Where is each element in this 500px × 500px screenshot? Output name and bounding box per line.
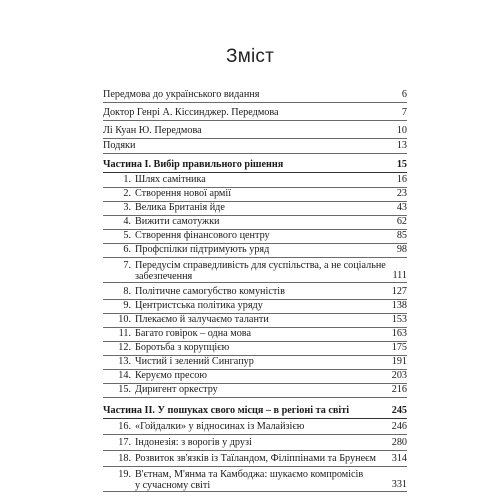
toc-chapter-title: 18. Розвиток зв'язків із Таїландом, Філіппінами та Брунеєм: [118, 453, 376, 464]
toc-entry[interactable]: [103, 124, 407, 139]
toc-part-page: 15: [396, 159, 407, 170]
toc-chapter[interactable]: [103, 468, 407, 492]
table-of-contents: [103, 0, 407, 500]
toc-chapter-page: 153: [391, 314, 407, 325]
toc-chapter-page: 331: [391, 479, 407, 490]
toc-chapter-title: 13. Чистий і зелений Сингапур: [118, 356, 254, 367]
toc-chapter-title: 15. Диригент оркестру: [118, 384, 218, 395]
toc-chapter[interactable]: [103, 341, 407, 356]
toc-chapter[interactable]: [103, 173, 407, 188]
toc-chapter[interactable]: [103, 313, 407, 328]
toc-chapter-page: 163: [391, 328, 407, 339]
toc-chapter[interactable]: [103, 420, 407, 435]
toc-chapter[interactable]: [103, 215, 407, 230]
toc-chapter-page: 23: [396, 188, 407, 199]
toc-chapter-page: 175: [391, 342, 407, 353]
toc-chapter-page: 191: [391, 356, 407, 367]
toc-chapter-page: 203: [391, 370, 407, 381]
toc-chapter[interactable]: [103, 327, 407, 342]
toc-chapter[interactable]: [103, 187, 407, 202]
toc-chapter-title: 2. Створення нової армії: [123, 188, 232, 199]
toc-entry-page: 6: [401, 89, 407, 100]
toc-chapter-title: 7. Передусім справедливість для суспільства, а не соціальне забезпечення: [123, 260, 386, 282]
toc-chapter-title: 10. Плекаємо й залучаємо таланти: [118, 314, 269, 325]
toc-chapter-page: 62: [396, 216, 407, 227]
toc-chapter[interactable]: [103, 436, 407, 451]
toc-chapter[interactable]: [103, 201, 407, 216]
toc-entry[interactable]: [103, 139, 407, 154]
toc-chapter[interactable]: [103, 369, 407, 384]
toc-chapter-title: 4. Вижити самотужки: [123, 216, 220, 227]
toc-chapter[interactable]: [103, 299, 407, 314]
toc-chapter-page: 111: [392, 270, 407, 281]
toc-chapter[interactable]: [103, 452, 407, 467]
toc-chapter-page: 43: [396, 202, 407, 213]
toc-chapter[interactable]: [103, 285, 407, 300]
toc-chapter-title: 6. Профспілки підтримують уряд: [123, 244, 270, 255]
toc-chapter-title: 12. Боротьба з корупцією: [118, 342, 230, 353]
toc-chapter[interactable]: [103, 243, 407, 258]
toc-chapter-page: 16: [396, 174, 407, 185]
toc-chapter-page: 246: [391, 421, 407, 432]
toc-entry-page: 13: [396, 140, 407, 151]
toc-entry-page: 7: [401, 107, 407, 118]
toc-chapter-page: 280: [391, 437, 407, 448]
toc-entry[interactable]: [103, 88, 407, 103]
toc-chapter-title: 19. В'єтнам, М'янма та Камбоджа: шукаємо компромісів у сучасному світі: [118, 469, 364, 491]
toc-chapter-page: 138: [391, 300, 407, 311]
toc-chapter-title: 9. Центристська політика уряду: [123, 300, 263, 311]
toc-entry-title: Лі Куан Ю. Передмова: [103, 125, 202, 136]
toc-chapter-title: 11. Багато говірок – одна мова: [118, 328, 251, 339]
toc-chapter-page: 85: [396, 230, 407, 241]
toc-chapter[interactable]: [103, 355, 407, 370]
page-title: Зміст: [226, 46, 274, 67]
toc-chapter-title: 8. Політичне самогубство комуністів: [123, 286, 285, 297]
toc-entry[interactable]: [103, 106, 407, 121]
toc-chapter-page: 98: [396, 244, 407, 255]
toc-chapter-title: 14. Керуємо пресою: [118, 370, 207, 381]
toc-part-heading[interactable]: [103, 158, 407, 173]
toc-part-title: Частина II. У пошуках свого місця – в регіоні та світі: [103, 405, 350, 416]
toc-chapter-title: 3. Велика Британія йде: [123, 202, 225, 213]
toc-chapter-title: 16. «Гойдалки» у відносинах із Малайзією: [118, 421, 305, 432]
toc-chapter[interactable]: [103, 259, 407, 283]
toc-chapter-title: 5. Створення фінансового центру: [123, 230, 270, 241]
toc-chapter-title: 17. Індонезія: з ворогів у друзі: [118, 437, 252, 448]
toc-chapter[interactable]: [103, 229, 407, 244]
toc-chapter-title: 1. Шлях самітника: [123, 174, 206, 185]
toc-chapter-page: 314: [391, 453, 407, 464]
toc-entry-title: Передмова до українського видання: [103, 89, 260, 100]
toc-entry-title: Подяки: [103, 140, 136, 151]
toc-part-title: Частина I. Вибір правильного рішення: [103, 159, 284, 170]
toc-part-heading[interactable]: [103, 404, 407, 419]
toc-entry-page: 10: [396, 125, 407, 136]
toc-entry-title: Доктор Генрі А. Кіссинджер. Передмова: [103, 107, 279, 118]
toc-chapter[interactable]: [103, 383, 407, 398]
toc-chapter-page: 127: [391, 286, 407, 297]
toc-part-page: 245: [391, 405, 407, 416]
toc-chapter-page: 216: [391, 384, 407, 395]
